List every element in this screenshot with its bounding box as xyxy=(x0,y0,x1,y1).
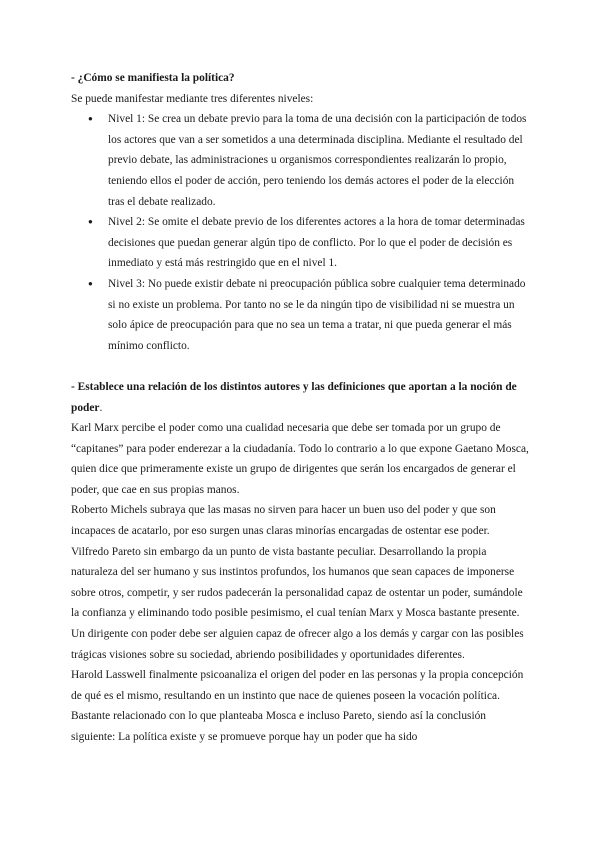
bullet-icon: ● xyxy=(88,114,93,124)
paragraph-spacer xyxy=(71,356,529,377)
section-heading-authors-text: - Establece una relación de los distintos autores y las definiciones que aportan a la noción de poder xyxy=(71,380,517,414)
section-intro: Se puede manifestar mediante tres diferentes niveles: xyxy=(71,92,314,105)
paragraph-michels: Roberto Michels subraya que las masas no sirven para hacer un buen uso del poder y que son incapaces de acatarlo, por eso surgen unas claras minorías encargadas de ostentar ese poder. xyxy=(71,504,496,538)
section-heading-manifestation xyxy=(71,68,529,89)
list-item-level-1 xyxy=(71,109,529,212)
section-heading-authors xyxy=(71,377,529,418)
paragraph-lasswell: Harold Lasswell finalmente psicoanaliza el origen del poder en las personas y la propia concepción de qué es el mismo, resultando en un instinto que nace de quienes poseen la vocación política. Bastante relacionado con lo que planteaba Mosca e incluso Pareto, siendo así la conclusión siguiente: La política existe y se promueve porque hay un poder que ha sido xyxy=(71,669,524,743)
bullet-icon: ● xyxy=(88,217,93,227)
list-item-text: Nivel 1: Se crea un debate previo para la toma de una decisión con la participación de todos los actores que van a ser sometidos a una determinada disciplina. Mediante el resultado del previo debate, las administraciones u organismos correspondientes realizarán lo propio, teniendo ellos el poder de acción, pero teniendo los demás actores el poder de la elección tras el debate realizado. xyxy=(108,113,527,208)
section-heading-period: . xyxy=(99,401,103,414)
paragraph-marx-mosca: Karl Marx percibe el poder como una cualidad necesaria que debe ser tomada por un grupo de “capitanes” para poder enderezar a la ciudadanía. Todo lo contrario a lo que expone Gaetano Mosca, quien dice que primeramente existe un grupo de dirigentes que serán los encargados de generar el poder, que cae en sus propias manos. xyxy=(71,422,529,496)
list-item-text: Nivel 3: No puede existir debate ni preocupación pública sobre cualquier tema determinado si no existe un problema. Por tanto no se le da ningún tipo de visibilidad ni se muestra un solo ápice de preocupación para que no sea un tema a tratar, ni que pueda generar el más mínimo conflicto. xyxy=(108,277,526,352)
section-heading-manifestation-text: - ¿Cómo se manifiesta la política? xyxy=(71,72,235,84)
list-item-text: Nivel 2: Se omite el debate previo de los diferentes actores a la hora de tomar determinadas decisiones que puedan generar algún tipo de conflicto. Por lo que el poder de decisión es inmediato y está más restringido que en el nivel 1. xyxy=(108,216,525,270)
levels-list xyxy=(71,109,529,356)
list-item-level-3 xyxy=(71,274,529,356)
bullet-icon: ● xyxy=(88,278,93,288)
list-item-level-2 xyxy=(71,212,529,274)
document-page xyxy=(71,68,529,748)
paragraph-pareto: Vilfredo Pareto sin embargo da un punto de vista bastante peculiar. Desarrollando la propia naturaleza del ser humano y sus instintos profundos, los humanos que sean capaces de imponerse sobre otros, competir, y ser rudos padecerán la personalidad capaz de ostentar un poder, sumándole la confianza y eliminando todo posible pesimismo, el cual tenían Marx y Mosca bastante presente. Un dirigente con poder debe ser alguien capaz de ofrecer algo a los demás y cargar con las posibles trágicas visiones sobre su sociedad, abriendo posibilidades y oportunidades diferentes. xyxy=(71,545,524,661)
